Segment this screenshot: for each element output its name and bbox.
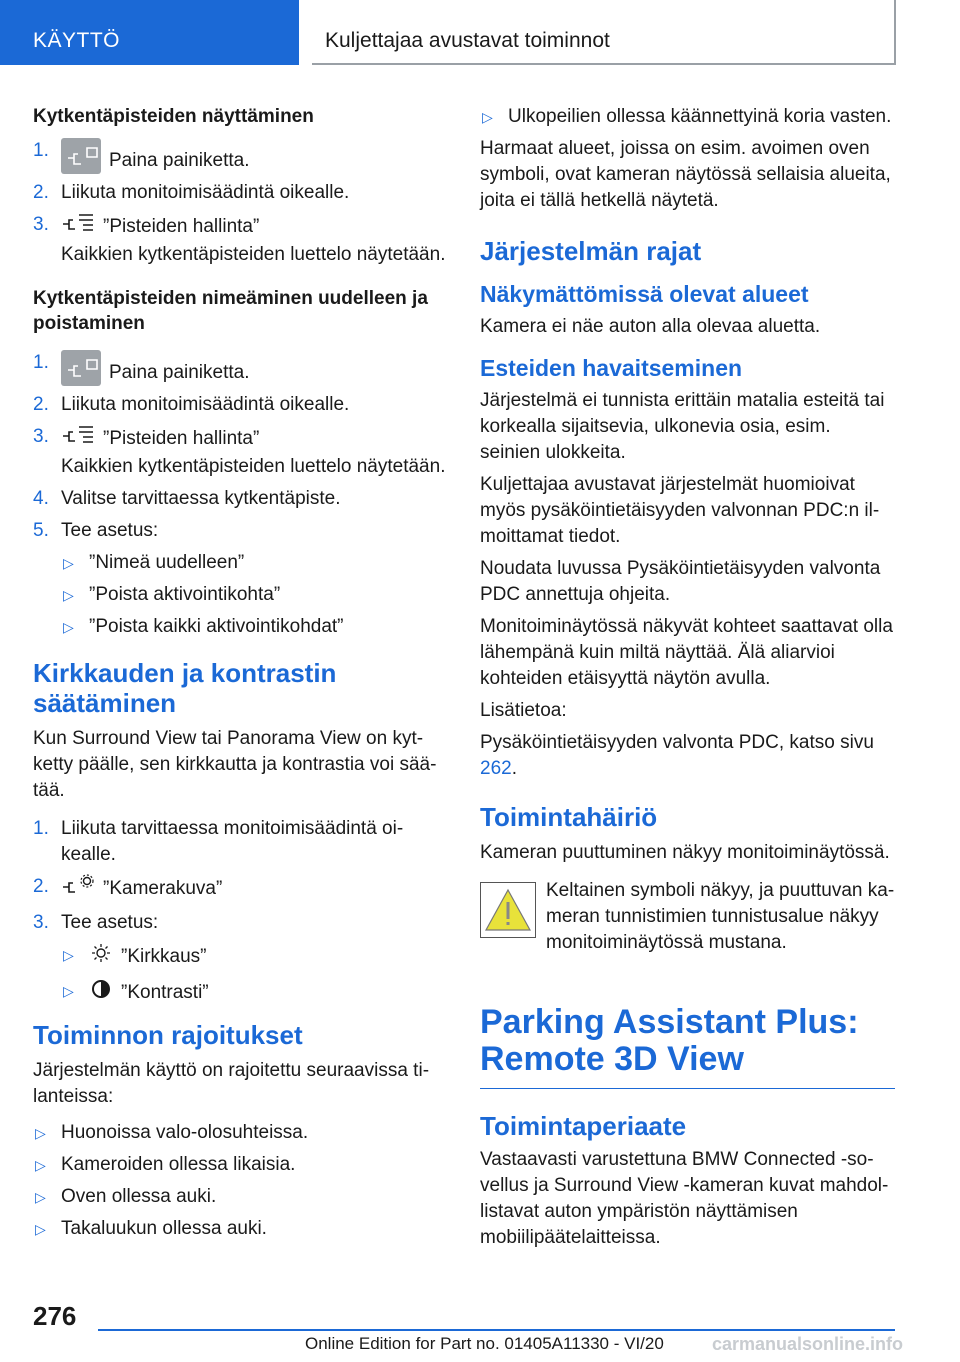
- show-points-steps: [33, 138, 448, 268]
- list-item: ▷ Oven ollessa auki.: [35, 1186, 217, 1207]
- list-item: ▷ ”Kontrasti”: [61, 978, 448, 1008]
- list-item: 3. Tee asetus: ▷ ”Kirkkaus” ▷ ”Kontrasti”: [33, 910, 448, 1008]
- obstacle-text-2: Kuljettajaa avustavat järjestelmät huomioivat myös pysäköintietäisyyden valvonnan PDC:n ilmoittamat tiedot.: [480, 474, 880, 547]
- list-item: 1. Paina painiketta.: [33, 350, 448, 386]
- brightness-heading: Kirkkauden ja kontrastin säätäminen: [33, 658, 337, 718]
- page-number: 276: [33, 1301, 77, 1331]
- header-section-tab: [0, 0, 299, 65]
- obstacle-detection-heading: Esteiden havaitseminen: [480, 355, 743, 381]
- list-item: ▷ ”Poista kaikki aktivointikohdat”: [63, 616, 344, 637]
- list-item: 2. Liikuta monitoimisäädintä oikealle.: [33, 182, 350, 203]
- obstacle-text-3: Noudata luvussa Pysäköintietäisyyden valvonta PDC annettuja ohjeita.: [480, 558, 881, 605]
- header-chapter-label: Kuljettajaa avustavat toiminnot: [325, 29, 610, 52]
- rename-heading: Kytkentäpisteiden nimeäminen uudelleen ja poistaminen: [33, 288, 428, 334]
- header-chapter: [312, 0, 896, 65]
- mirror-list: [480, 104, 895, 130]
- brightness-icon: [89, 942, 113, 972]
- invisible-areas-text: Kamera ei näe auton alla olevaa aluetta.: [480, 316, 821, 337]
- list-item: ▷ Takaluukun ollessa auki.: [35, 1218, 267, 1239]
- list-item: ▷ ”Kirkkaus”: [61, 942, 448, 972]
- list-item: 3. ”Pisteiden hallinta” Kaikkien kytkentäpisteiden luettelo näytetään.: [33, 214, 446, 265]
- rename-options: [33, 550, 448, 640]
- points-list-icon: [61, 424, 95, 454]
- left-column: [33, 104, 448, 1248]
- page-link[interactable]: 262: [480, 758, 512, 779]
- obstacle-text-1: Järjestelmä ei tunnista erittäin matalia esteitä tai korkealla sijaitsevia, ulkonevia osia, esim. seinien ulokkeita.: [480, 390, 885, 463]
- grey-areas-text: Harmaat alueet, joissa on esim. avoimen oven symboli, ovat kameran näytössä sellaisia alueita, joita ei tällä hetkellä näytetä.: [480, 138, 891, 211]
- brightness-text: Kun Surround View tai Panorama View on kytketty päälle, sen kirkkautta ja kontrastia voi säätää.: [33, 728, 437, 801]
- list-item: 1. Liikuta tarvittaessa monitoimisäädintä oikealle.: [33, 818, 404, 865]
- brightness-options: [33, 942, 448, 1008]
- list-item: ▷ ”Poista aktivointikohta”: [63, 584, 281, 605]
- list-item: 4. Valitse tarvittaessa kytkentäpiste.: [33, 488, 341, 509]
- limits-text: Järjestelmän käyttö on rajoitettu seuraavissa tilanteissa:: [33, 1060, 430, 1107]
- reference-text: Pysäköintietäisyyden valvonta PDC, katso sivu 262.: [480, 732, 874, 779]
- pap-heading: Parking Assistant Plus: Remote 3D View: [480, 1004, 895, 1089]
- list-item: ▷ Kameroiden ollessa likaisia.: [35, 1154, 296, 1175]
- list-item: 1. Paina painiketta.: [33, 138, 448, 174]
- camera-button-icon: [61, 138, 101, 174]
- principle-heading: Toimintaperiaate: [480, 1111, 687, 1141]
- limits-list: [33, 1120, 448, 1242]
- system-limits-heading: Järjestelmän rajat: [480, 236, 702, 266]
- limits-heading: Toiminnon rajoitukset: [33, 1020, 303, 1050]
- camera-button-icon: [61, 350, 101, 386]
- list-item: 5. Tee asetus: ▷ ”Nimeä uudelleen” ▷ ”Poista aktivointikohta” ▷ ”Poista kaikki aktivointikohdat”: [33, 518, 448, 640]
- footer-watermark: carmanualsonline.info: [712, 1334, 904, 1354]
- right-column: [480, 104, 895, 1257]
- rename-steps: [33, 350, 448, 640]
- invisible-areas-heading: Näkymättömissä olevat alueet: [480, 281, 809, 307]
- footer-edition: Online Edition for Part no. 01405A11330 - VI/20: [305, 1334, 664, 1353]
- obstacle-text-4: Monitoiminäytössä näkyvät kohteet saattavat olla lähempänä kuin miltä näyttää. Älä aliarvioi kohteiden etäisyyttä näytön avulla.: [480, 616, 893, 689]
- list-item: 2. Liikuta monitoimisäädintä oikealle.: [33, 394, 350, 415]
- header-section-label: KÄYTTÖ: [33, 29, 121, 52]
- contrast-icon: [89, 978, 113, 1008]
- more-info-label: Lisätietoa:: [480, 700, 567, 721]
- list-item: 2. ”Kamerakuva”: [33, 874, 448, 904]
- show-points-heading: Kytkentäpisteiden näyttäminen: [33, 106, 314, 127]
- points-list-icon: [61, 212, 95, 242]
- malfunction-text: Kameran puuttuminen näkyy monitoiminäytössä.: [480, 842, 890, 863]
- warning-icon: [480, 882, 536, 938]
- brightness-steps: [33, 816, 448, 1008]
- list-item: 3. ”Pisteiden hallinta” Kaikkien kytkentäpisteiden luettelo näytetään.: [33, 426, 446, 477]
- footer-divider: [98, 1329, 895, 1331]
- list-item: ▷ ”Nimeä uudelleen”: [63, 552, 245, 573]
- list-item: ▷ Ulkopeilien ollessa käännettyinä koria vasten.: [482, 106, 892, 127]
- list-item: ▷ Huonoissa valo-olosuhteissa.: [35, 1122, 309, 1143]
- warning-text: Keltainen symboli näkyy, ja puuttuvan kameran tunnistimien tunnistusalue näkyy monitoiminäytössä mustana.: [546, 880, 895, 953]
- warning-note: [480, 878, 895, 956]
- camera-settings-icon: [61, 874, 95, 904]
- principle-text: Vastaavasti varustettuna BMW Connected -sovellus ja Surround View -kameran kuvat mahdollistavat auton ympäristön näyttämisen mobiilipäätelaitteissa.: [480, 1149, 889, 1248]
- malfunction-heading: Toimintahäiriö: [480, 802, 658, 832]
